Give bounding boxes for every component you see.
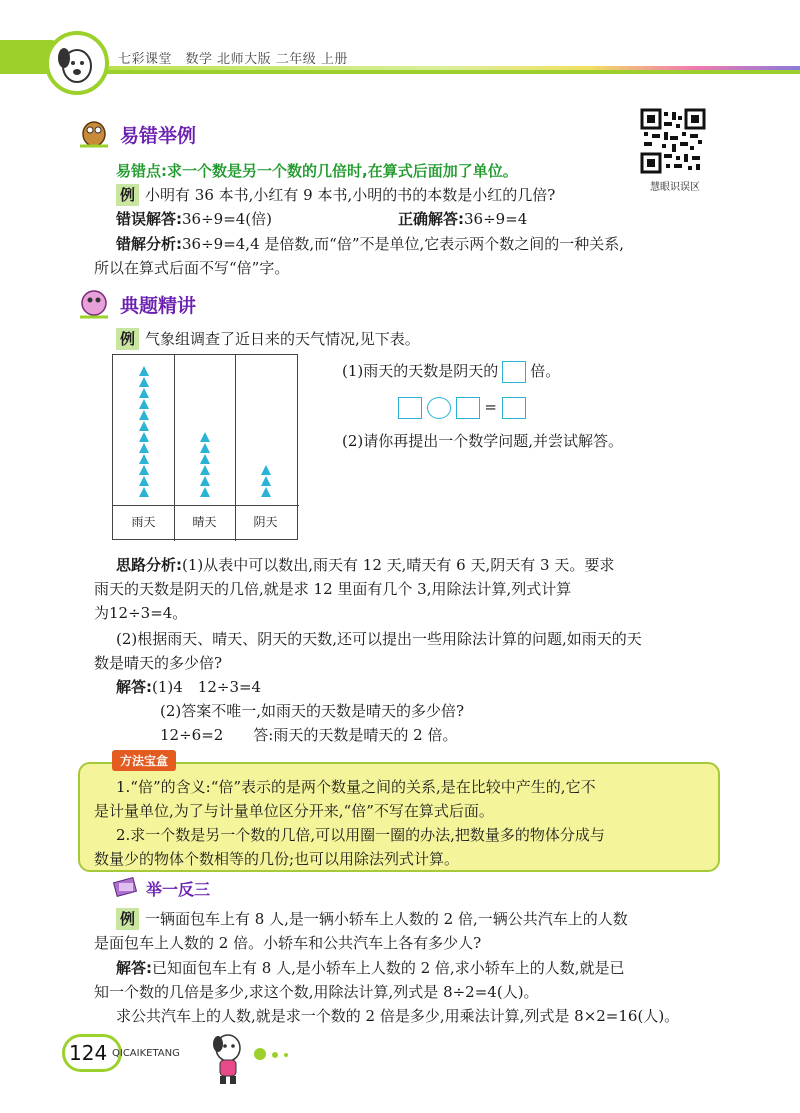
question-1 (342, 360, 560, 383)
dog-mascot-icon (44, 30, 110, 96)
example-2-text: 气象组调查了近日来的天气情况,见下表。 (145, 330, 420, 348)
section-heading-practice: 举一反三 (146, 880, 211, 899)
chart-symbol-雨天 (139, 432, 149, 442)
error-analysis-label: 错解分析: (116, 235, 182, 253)
solution-line-1 (116, 676, 261, 698)
chart-symbol-雨天 (139, 410, 149, 420)
chart-symbol-雨天 (139, 454, 149, 464)
wrong-answer-value: 36÷9=4(倍) (182, 210, 273, 228)
method-line-3: 2.求一个数是另一个数的几倍,可以用圈一圈的办法,把数量多的物体分成与 (116, 826, 605, 844)
qr-code-icon[interactable] (640, 108, 706, 174)
page-number: 124 (62, 1034, 122, 1072)
chart-category-label: 晴天 (192, 515, 217, 529)
chart-category-label: 雨天 (131, 515, 156, 529)
question-2: (2)请你再提出一个数学问题,并尝试解答。 (342, 432, 624, 450)
book-icon (112, 876, 140, 898)
analysis-text: (1)从表中可以数出,雨天有 12 天,晴天有 6 天,阴天有 3 天。要求 (182, 556, 615, 574)
chart-symbol-雨天 (139, 443, 149, 453)
ball-mascot-icon (76, 287, 112, 319)
analysis-line-4: (2)根据雨天、晴天、阴天的天数,还可以提出一些用除法计算的问题,如雨天的天 (116, 630, 642, 648)
practice-solution-line-3: 求公共汽车上的人数,就是求一个数的 2 倍是多少,用乘法计算,列式是 8×2=16(人)。 (116, 1007, 680, 1025)
correct-answer-label: 正确解答: (398, 210, 464, 228)
chart-symbol-雨天 (139, 399, 149, 409)
example-1-text: 小明有 36 本书,小红有 9 本书,小明的书的本数是小红的几倍? (145, 186, 556, 204)
example-3-line-2: 是面包车上人数的 2 倍。小轿车和公共汽车上各有多少人? (94, 934, 482, 952)
correct-answer-value: 36÷9=4 (464, 210, 528, 228)
wrong-answer-label: 错误解答: (116, 210, 182, 228)
decor-dot (254, 1048, 266, 1060)
practice-solution-line-1 (116, 957, 624, 979)
method-box-tag: 方法宝盒 (112, 750, 176, 771)
error-analysis-cont: 所以在算式后面不写“倍”字。 (94, 259, 290, 277)
analysis-label: 思路分析: (116, 556, 182, 574)
method-line-2: 是计量单位,为了与计量单位区分开来,“倍”不写在算式后面。 (94, 802, 494, 820)
equation-blanks (398, 396, 526, 419)
example-tag: 例 (116, 908, 139, 930)
chart-symbol-雨天 (139, 487, 149, 497)
chart-symbol-晴天 (200, 476, 210, 486)
example-3-line-1 (116, 908, 628, 930)
chart-symbol-阴天 (261, 487, 271, 497)
practice-solution-line-2: 知一个数的几倍是多少,求这个数,用除法计算,列式是 8÷2=4(人)。 (94, 983, 539, 1001)
correct-answer (398, 208, 527, 230)
analysis-line-3: 为12÷3=4。 (94, 604, 188, 622)
example-tag: 例 (116, 184, 139, 206)
equals-sign: = (484, 398, 497, 416)
equation-box-2[interactable] (456, 397, 480, 419)
analysis-line-5: 数是晴天的多少倍? (94, 654, 223, 672)
chart-symbol-雨天 (139, 421, 149, 431)
decor-dot (272, 1052, 278, 1058)
section-heading-typical-examples: 典题精讲 (120, 295, 197, 317)
example-2 (116, 328, 420, 350)
footer-brand: QICAIKETANG (112, 1048, 180, 1059)
chart-category-label: 阴天 (253, 515, 278, 529)
chart-symbol-晴天 (200, 454, 210, 464)
example-1 (116, 184, 555, 206)
practice-solution-text: 已知面包车上有 8 人,是小轿车上人数的 2 倍,求小轿车上的人数,就是已 (152, 959, 625, 977)
decor-dot (284, 1053, 288, 1057)
practice-solution-label: 解答: (116, 959, 152, 977)
method-line-4: 数量少的物体个数相等的几份;也可以用除法列式计算。 (94, 850, 460, 868)
answer-blank-box[interactable] (502, 361, 526, 383)
chart-symbol-晴天 (200, 443, 210, 453)
dog-mascot-footer-icon (206, 1030, 250, 1086)
solution-label: 解答: (116, 678, 152, 696)
header-title: 七彩课堂 数学 北师大版 二年级 上册 (118, 52, 348, 67)
operator-circle[interactable] (427, 397, 451, 419)
chart-symbol-雨天 (139, 388, 149, 398)
chart-symbol-雨天 (139, 465, 149, 475)
wrong-answer (116, 208, 272, 230)
equation-box-3[interactable] (502, 397, 526, 419)
question-1-suffix: 倍。 (530, 362, 561, 380)
chart-symbol-阴天 (261, 465, 271, 475)
chart-symbol-晴天 (200, 487, 210, 497)
analysis-line-1 (116, 554, 614, 576)
chart-symbol-阴天 (261, 476, 271, 486)
equation-box-1[interactable] (398, 397, 422, 419)
example-3-text: 一辆面包车上有 8 人,是一辆小轿车上人数的 2 倍,一辆公共汽车上的人数 (145, 910, 628, 928)
method-line-1: 1.“倍”的含义:“倍”表示的是两个数量之间的关系,是在比较中产生的,它不 (116, 778, 596, 796)
section-heading-common-mistakes: 易错举例 (120, 125, 197, 147)
qr-caption: 慧眼识误区 (650, 182, 700, 193)
example-tag: 例 (116, 328, 139, 350)
chart-symbol-雨天 (139, 366, 149, 376)
analysis-line-2: 雨天的天数是阴天的几倍,就是求 12 里面有几个 3,用除法计算,列式计算 (94, 580, 572, 598)
chart-symbol-晴天 (200, 465, 210, 475)
chart-baseline (113, 505, 299, 506)
error-analysis (116, 233, 624, 255)
chart-symbol-晴天 (200, 432, 210, 442)
mistake-point: 易错点:求一个数是另一个数的几倍时,在算式后面加了单位。 (116, 162, 518, 180)
solution-line-2: (2)答案不唯一,如雨天的天数是晴天的多少倍? (160, 702, 465, 720)
chart-symbol-雨天 (139, 476, 149, 486)
solution-line-3: 12÷6=2 答:雨天的天数是晴天的 2 倍。 (160, 726, 458, 744)
chart-symbol-雨天 (139, 377, 149, 387)
owl-mascot-icon (76, 116, 112, 148)
weather-pictograph-chart (112, 354, 298, 540)
question-1-text: (1)雨天的天数是阴天的 (342, 362, 499, 380)
solution-text: (1)4 12÷3=4 (152, 678, 262, 696)
error-analysis-text: 36÷9=4,4 是倍数,而“倍”不是单位,它表示两个数之间的一种关系, (182, 235, 625, 253)
